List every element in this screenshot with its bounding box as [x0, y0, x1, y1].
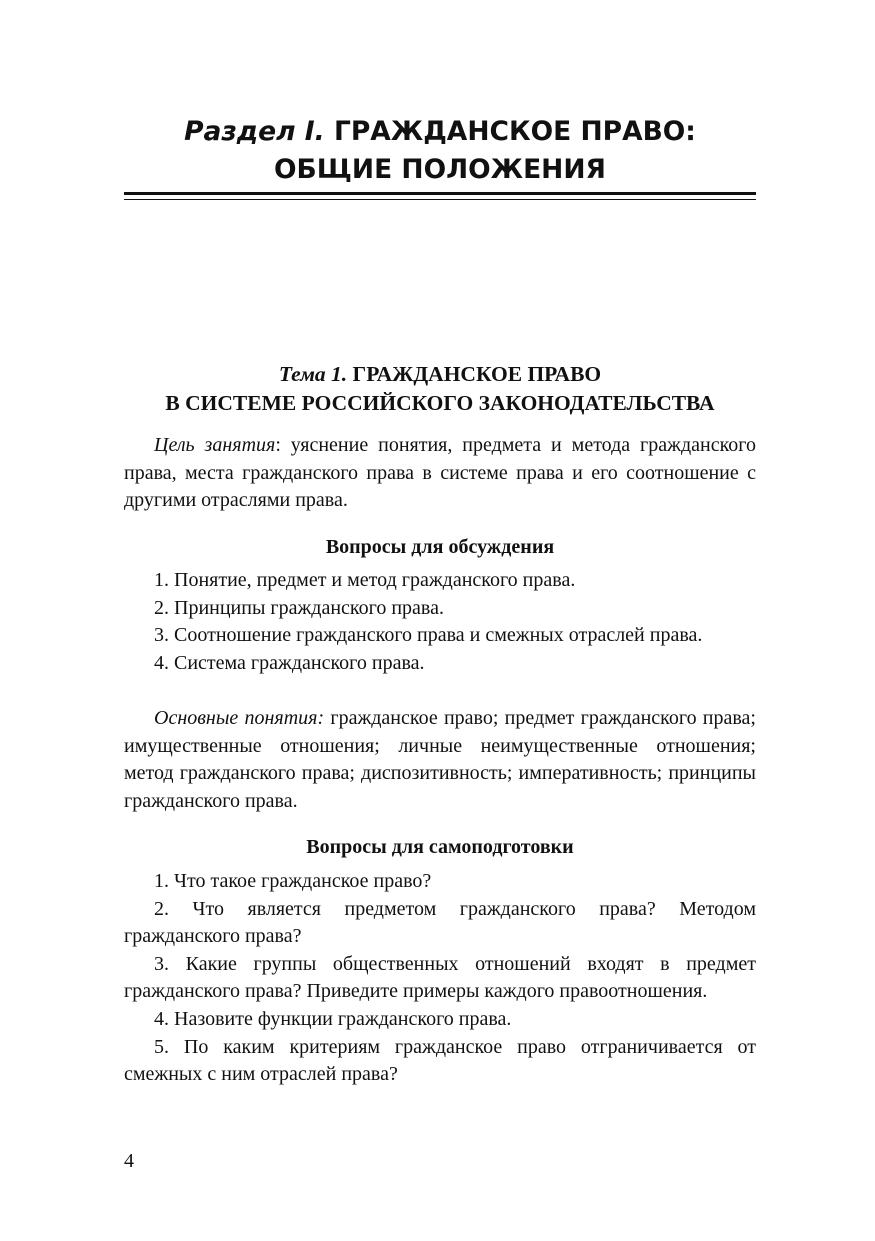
goal-paragraph [124, 432, 756, 515]
list-item: 5. По каким критериям гражданское право отграничивается от смежных с ним отраслей права? [124, 1035, 756, 1086]
title-rule-thin [124, 199, 756, 200]
goal-text: : уяснение понятия, предмета и метода гражданского права, места гражданского права в системе права и его соотношение с другими отраслями права. [124, 434, 756, 512]
list-item: 3. Какие группы общественных отношений входят в предмет гражданского права? Приведите примеры каждого правоотношения. [124, 952, 756, 1003]
list-item: 1. Что такое гражданское право? [154, 870, 432, 892]
section-label: Раздел I. [184, 116, 325, 147]
discussion-heading: Вопросы для обсуждения [325, 536, 555, 558]
title-rule-thick [124, 192, 756, 195]
page-number: 4 [124, 1150, 134, 1172]
list-item: 1. Понятие, предмет и метод гражданского права. [154, 569, 576, 591]
self-study-heading: Вопросы для самоподготовки [306, 836, 574, 858]
discussion-list [124, 567, 756, 677]
topic-title [124, 360, 756, 418]
self-study-list [124, 868, 756, 1089]
topic-title-line1: ГРАЖДАНСКОЕ ПРАВО [352, 362, 602, 386]
goal-label: Цель занятия [154, 434, 276, 456]
list-item: 2. Принципы гражданского права. [154, 596, 444, 619]
topic-label: Тема 1. [278, 362, 348, 386]
list-item: 2. Что является предметом гражданского права? Методом гражданского права? [124, 897, 756, 948]
concepts-label: Основные понятия: [154, 707, 325, 729]
book-page [124, 0, 756, 1241]
list-item: 3. Соотношение гражданского права и смежных отраслей права. [154, 624, 703, 647]
list-item: 4. Система гражданского права. [154, 651, 425, 674]
section-title-line2: ОБЩИЕ ПОЛОЖЕНИЯ [274, 154, 606, 185]
section-title [124, 113, 756, 189]
section-title-line1: ГРАЖДАНСКОЕ ПРАВО: [333, 116, 696, 147]
concepts-paragraph [124, 705, 756, 815]
concepts-text: гражданское право; предмет гражданского права; имущественные отношения; личные неимущественные отношения; метод гражданского права; диспозитивность; императивность; принципы гражданского права. [124, 707, 756, 812]
list-item: 4. Назовите функции гражданского права. [154, 1007, 512, 1030]
topic-title-line2: В СИСТЕМЕ РОССИЙСКОГО ЗАКОНОДАТЕЛЬСТВА [165, 391, 715, 415]
